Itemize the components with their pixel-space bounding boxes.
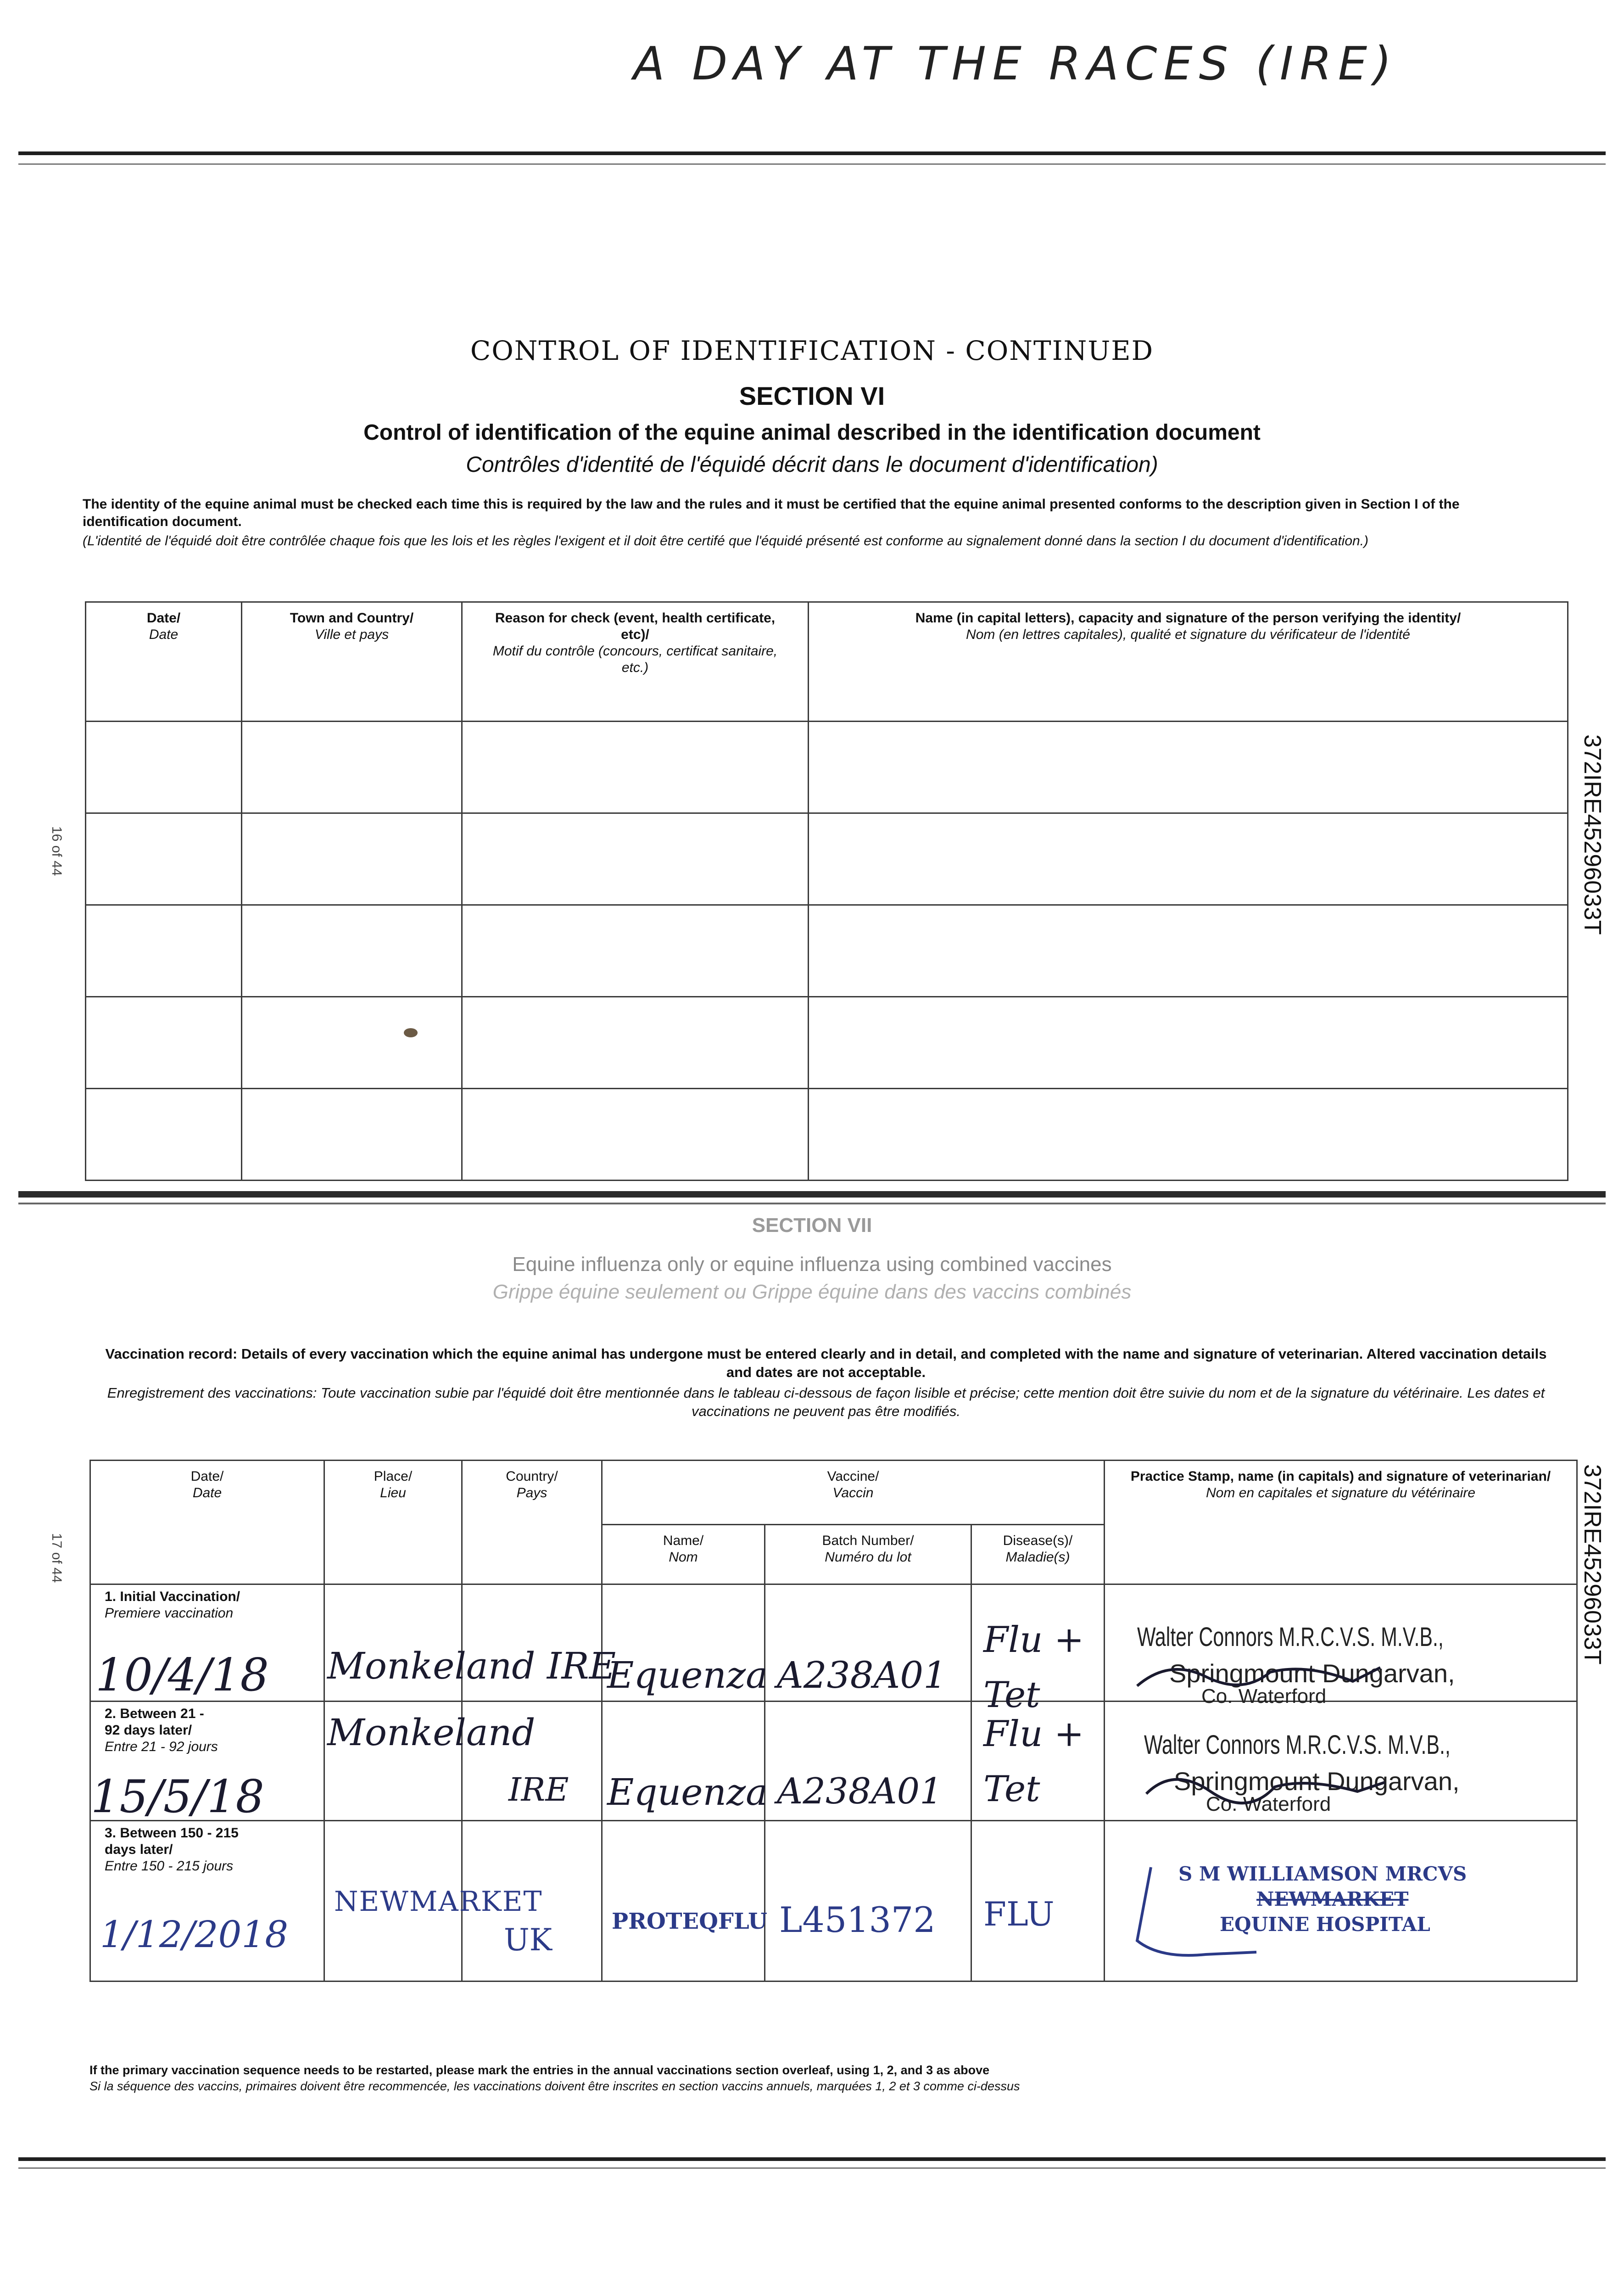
section7-intro-en: Vaccination record: Details of every vaccination which the equine animal has undergone must be entered clearly and in detail, and completed with the name and signature of veterinarian. Altered vaccination details and dates are not acceptable. [105,1346,1547,1380]
section7-subtitle-en: Equine influenza only or equine influenza using combined vaccines [512,1253,1112,1276]
disease: Flu + Tet [983,1619,1084,1716]
identity-check-header-row [86,602,1568,722]
signature-mark [1123,1849,1270,1968]
handwritten-title: A DAY AT THE RACES (IRE) [633,37,1398,90]
cell[interactable] [809,905,1568,997]
section7-subtitle-fr: Grippe équine seulement ou Grippe équine dans des vaccins combinés [492,1281,1132,1303]
cell[interactable] [462,1089,809,1181]
header-disease: Disease(s)/ Maladie(s) [971,1525,1105,1584]
scan-rule [18,2167,1606,2169]
vaccine-name-cell[interactable] [602,1702,768,1821]
country-cell[interactable] [462,1821,602,1982]
section6-label: SECTION VI [739,381,885,410]
vaccine-name: Equenza [607,1654,768,1696]
cell[interactable] [86,722,242,813]
header-reason: Reason for check (event, health certificate, etc)/ Motif du contrôle (concours, certificat sanitaire, etc.) [462,602,809,722]
place-cell[interactable] [324,1584,616,1702]
place-cell[interactable] [324,1702,536,1821]
vaccination-country: IRE [508,1771,569,1808]
section6-title-en: Control of identification of the equine animal described in the identification document [363,420,1261,445]
vaccine-name: PROTEQFLU [612,1909,767,1934]
header-batch-number: Batch Number/ Numéro du lot [765,1525,971,1584]
stamp-cell[interactable] [1105,1821,1577,1982]
scan-rule [18,151,1606,155]
vaccination-table [89,1460,1578,1982]
cell[interactable] [242,813,462,905]
vet-stamp-line2: Springmount Dungarvan, [1169,1659,1455,1688]
disease-cell[interactable] [971,1821,1105,1982]
vaccination-place: Monkeland [327,1711,536,1754]
row-label-cell[interactable] [90,1821,324,1982]
scan-rule [18,1203,1606,1204]
row-label-cell[interactable] [90,1584,324,1702]
row-label: 1. Initial Vaccination/ Premiere vaccination [105,1589,240,1621]
vet-stamp-line1: Walter Connors M.R.C.V.S. M.V.B., [1144,1730,1451,1760]
side-id-top: 372IRE45296033T [1579,734,1606,935]
signature-mark [1142,1766,1399,1812]
vaccination-row-2 [90,1702,1577,1821]
section6-intro-en: The identity of the equine animal must be checked each time this is required by the law and the rules and it must be certified that the equine animal presented conforms to the description given in Section I of the identification document. [83,497,1460,529]
header-practice-stamp: Practice Stamp, name (in capitals) and signature of veterinarian/ Nom en capitales et signature du vétérinaire [1105,1461,1577,1584]
disease: FLU [983,1895,1055,1933]
vaccine-name-cell[interactable] [602,1821,765,1982]
footnote-en: If the primary vaccination sequence needs to be restarted, please mark the entries in the annual vaccinations section overleaf, using 1, 2, and 3 as above [89,2063,990,2077]
header-vaccine: Vaccine/ Vaccin [602,1461,1105,1525]
vaccine-name: Equenza [607,1771,768,1814]
cell[interactable] [809,997,1568,1089]
disease-cell[interactable] [971,1584,1105,1716]
cell[interactable] [462,997,809,1089]
cell[interactable] [242,1089,462,1181]
cell[interactable] [242,905,462,997]
batch-cell[interactable] [765,1584,971,1702]
batch-cell[interactable] [765,1821,971,1982]
vaccination-row-1 [90,1584,1577,1702]
scan-rule [18,2157,1606,2161]
cell[interactable] [462,722,809,813]
vaccination-date: 10/4/18 [95,1649,269,1702]
stamp-cell[interactable] [1105,1702,1577,1821]
cell[interactable] [809,722,1568,813]
scan-rule [18,1191,1606,1198]
footnote-fr: Si la séquence des vaccins, primaires doivent être recommencée, les vaccinations doivent être inscrites en section vaccins annuels, marquées 1, 2 et 3 comme ci-dessus [89,2079,1020,2093]
header-town-country: Town and Country/ Ville et pays [242,602,462,722]
cell[interactable] [86,813,242,905]
vaccine-name-cell[interactable] [602,1584,768,1702]
cell[interactable] [462,813,809,905]
header-place: Place/ Lieu [324,1461,462,1584]
batch-number: L451372 [779,1899,936,1940]
vaccination-place: NEWMARKET [334,1886,543,1918]
cell[interactable] [242,722,462,813]
section7-label: SECTION VII [752,1214,872,1237]
scan-rule [18,163,1606,165]
vet-stamp-line2: Springmount Dungarvan, [1174,1767,1460,1796]
row-label-cell[interactable] [90,1702,324,1821]
header-vaccine-name: Name/ Nom [602,1525,765,1584]
vet-stamp-line3: EQUINE HOSPITAL [1220,1913,1430,1936]
cell[interactable] [86,905,242,997]
section6-title-fr: Contrôles d'identité de l'équidé décrit dans le document d'identification) [466,453,1158,477]
cell[interactable] [242,997,462,1089]
vet-stamp-line3: Co. Waterford [1206,1793,1331,1815]
page-number-bottom: 17 of 44 [49,1533,64,1583]
disease-cell[interactable] [971,1702,1105,1821]
row-label: 2. Between 21 - 92 days later/ Entre 21 - 92 jours [105,1706,218,1754]
signature-mark [1133,1654,1390,1700]
identity-check-row [86,813,1568,905]
batch-number: A238A01 [777,1654,947,1696]
vaccination-row-3 [90,1821,1577,1982]
batch-number: A238A01 [777,1771,943,1812]
section6-intro-fr: (L'identité de l'équidé doit être contrôlée chaque fois que les lois et les règles l'exigent et il doit être certifé que l'équidé présenté est conforme au signalement donné dans la section I du document d'identification.) [83,533,1369,549]
vaccination-header-row [90,1461,1577,1525]
vaccination-date: 15/5/18 [91,1771,264,1823]
header-vacc-date: Date/ Date [90,1461,324,1584]
page-number-top: 16 of 44 [49,826,64,876]
vet-stamp-line1: Walter Connors M.R.C.V.S. M.V.B., [1137,1622,1444,1652]
identity-check-row [86,1089,1568,1181]
identity-check-row [86,997,1568,1089]
identity-check-row [86,905,1568,997]
vaccination-date: 1/12/2018 [100,1913,289,1956]
vet-stamp-line3: Co. Waterford [1201,1685,1327,1707]
vaccination-place: Monkeland IRE [327,1645,616,1687]
cell[interactable] [86,1089,242,1181]
header-country: Country/ Pays [462,1461,602,1584]
section7-intro-fr: Enregistrement des vaccinations: Toute vaccination subie par l'équidé doit être mentionnée dans le tableau ci-dessous de façon lisible et précise; cette mention doit être suivie du nom et de la signature du vétérinaire. Les dates et vaccinations ne peuvent pas être modifiés. [107,1385,1545,1419]
identity-check-row [86,722,1568,813]
identity-check-table [85,601,1568,1181]
stamp-cell[interactable] [1105,1584,1577,1707]
cell[interactable] [809,1089,1568,1181]
section6-continued-title: CONTROL OF IDENTIFICATION - CONTINUED [470,335,1154,366]
country-cell[interactable] [462,1584,602,1702]
row-label: 3. Between 150 - 215 days later/ Entre 150 - 215 jours [105,1825,239,1874]
scan-smudge [404,1028,418,1037]
side-id-bottom: 372IRE45296033T [1579,1464,1606,1665]
disease: Flu + Tet [983,1713,1084,1810]
header-date: Date/ Date [86,602,242,722]
cell[interactable] [462,905,809,997]
country-cell[interactable] [462,1702,602,1821]
header-verifier: Name (in capital letters), capacity and signature of the person verifying the identity/ Nom (en lettres capitales), qualité et signature du vérificateur de l'identité [809,602,1568,722]
vaccination-country: UK [504,1922,552,1958]
cell[interactable] [809,813,1568,905]
vet-stamp-line1: S M WILLIAMSON MRCVS [1178,1863,1467,1885]
batch-cell[interactable] [765,1702,971,1821]
vet-stamp-line2: NEWMARKET [1256,1888,1409,1910]
cell[interactable] [86,997,242,1089]
